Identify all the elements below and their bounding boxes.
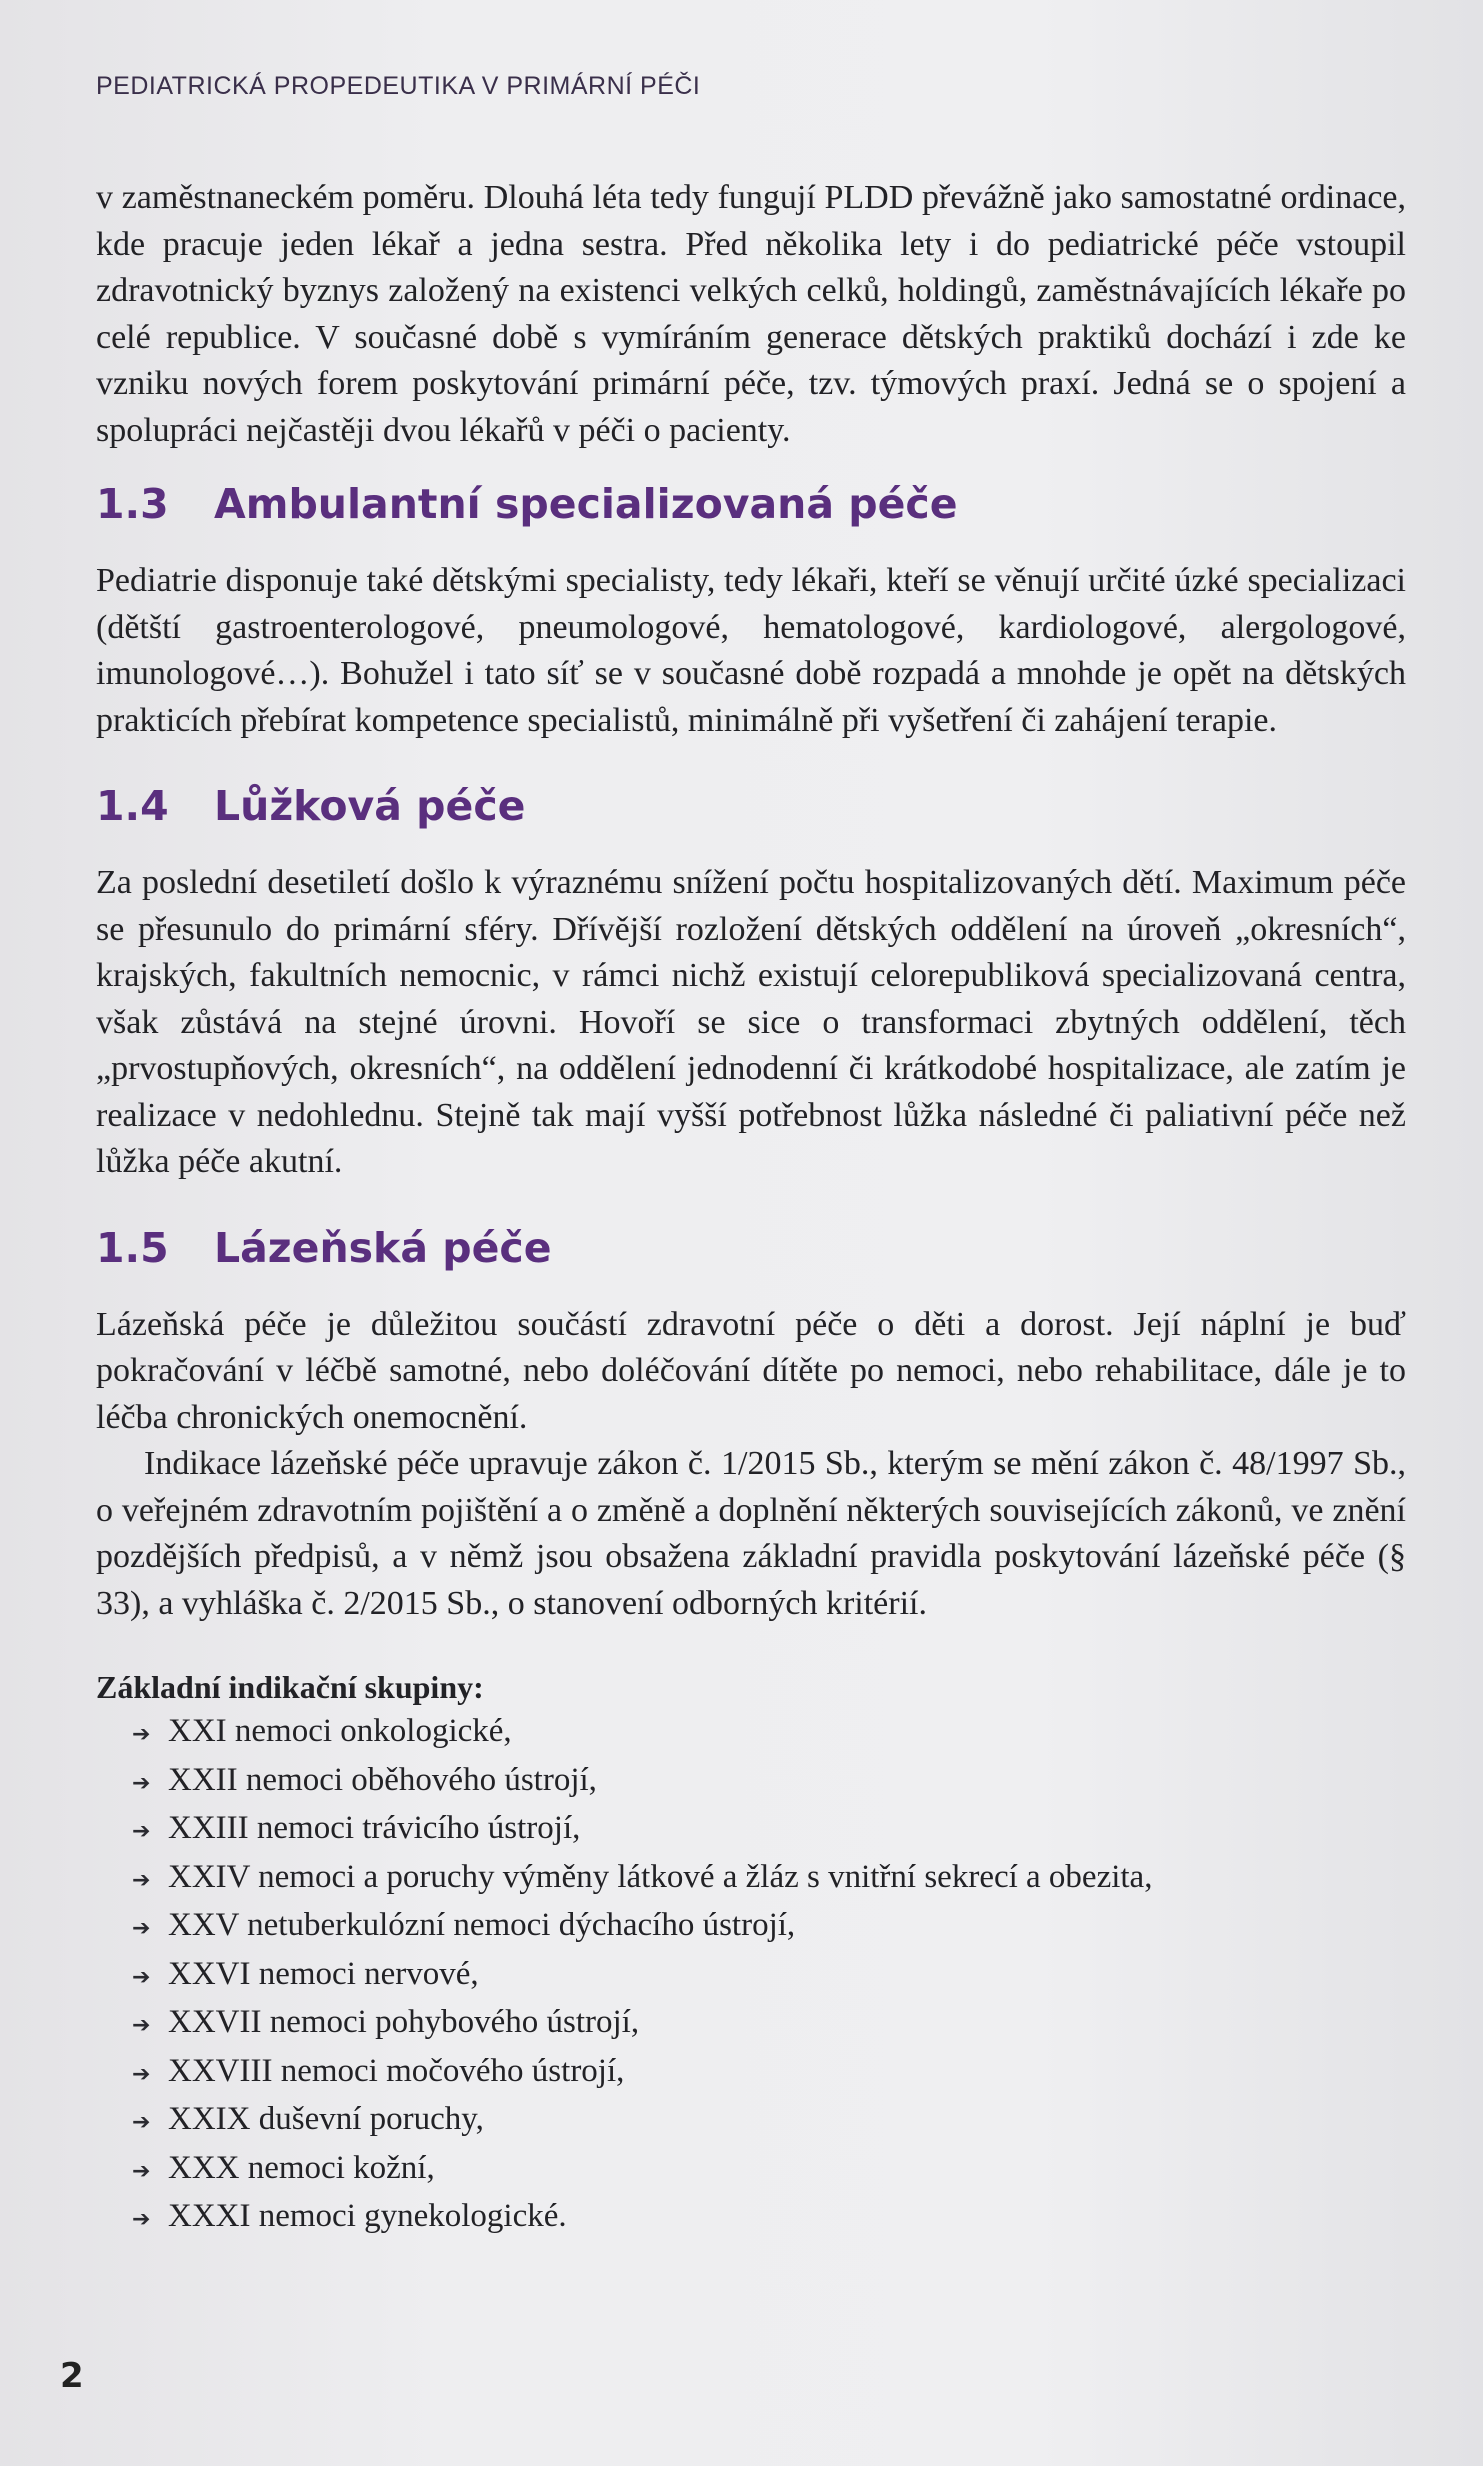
list-item: ➔ XXIII nemoci trávicího ústrojí, [132,1806,1406,1855]
arrow-bullet-icon: ➔ [132,1916,151,1941]
section-heading-1-5 [96,1224,1406,1272]
section-1-5-paragraph-2: Indikace lázeňské péče upravuje zákon č. 1/2015 Sb., kterým se mění zákon č. 48/1997 Sb., o veřejném zdravotním pojištění a o změně a doplnění některých souvisejících zákonů, ve znění pozdějších předpisů, a v němž jsou obsažena základní pravidla poskytování lázeňské péče (§ 33), a vyhláška č. 2/2015 Sb., o stanovení odborných kritérií. [96,1445,1406,1622]
section-number: 1.4 [96,782,169,830]
section-number: 1.5 [96,1223,169,1272]
section-1-3-paragraph: Pediatrie disponuje také dětskými specialisty, tedy lékaři, kteří se věnují určité úzké specializaci (dětští gastroenterologové, pneumologové, hematologové, kardiologové, alergologové, imunologové…). Bohužel i tato síť se v současné době rozpadá a mnohde je opět na dětských prakticích přebírat kompetence specialistů, minimálně při vyšetření či zahájení terapie. [96,562,1406,739]
list-item: ➔ XXIV nemoci a poruchy výměny látkové a žláz s vnitřní sekrecí a obezita, [132,1855,1406,1904]
list-item: ➔ XXI nemoci onkologické, [132,1709,1406,1758]
arrow-bullet-icon: ➔ [132,1770,151,1796]
arrow-bullet-icon: ➔ [132,1964,151,1990]
intro-paragraph: v zaměstnaneckém poměru. Dlouhá léta tedy fungují PLDD převážně jako samostatné ordinace, kde pracuje jeden lékař a jedna sestra. Před několika lety i do pediatrické péče vstoupil zdravotnický byznys založený na existenci velkých celků, holdingů, zaměstnávajících lékaře po celé republice. V současné době s vymíráním generace dětských praktiků dochází i zde ke vzniku nových forem poskytování primární péče, tzv. týmových praxí. Jedná se o spojení a spolupráci nejčastěji dvou lékařů v péči o pacienty. [96,179,1406,449]
section-number: 1.3 [96,480,169,528]
list-item: ➔ XXII nemoci oběhového ústrojí, [132,1758,1406,1807]
section-heading-1-3 [96,480,1406,528]
list-item: ➔ XXV netuberkulózní nemoci dýchacího ústrojí, [132,1903,1406,1952]
list-item: ➔ XXVII nemoci pohybového ústrojí, [132,2000,1406,2049]
page-number: 2 [60,2356,84,2396]
list-item: ➔ XXVIII nemoci močového ústrojí, [132,2049,1406,2098]
list-item: ➔ XXXI nemoci gynekologické. [132,2194,1406,2243]
list-item: ➔ XXVI nemoci nervové, [132,1952,1406,2001]
arrow-bullet-icon: ➔ [132,2207,151,2232]
list-item: ➔ XXX nemoci kožní, [132,2146,1406,2195]
section-heading-1-4 [96,782,1406,830]
arrow-bullet-icon: ➔ [132,1722,151,1747]
list-heading: Základní indikační skupiny: [96,1669,484,1705]
arrow-bullet-icon: ➔ [132,1819,151,1844]
arrow-bullet-icon: ➔ [132,1867,151,1893]
page-content [96,175,1406,2243]
section-1-4-paragraph: Za poslední desetiletí došlo k výraznému snížení počtu hospitalizovaných dětí. Maximum péče se přesunulo do primární sféry. Dřívější rozložení dětských oddělení na úroveň „okresních“, krajských, fakultních nemocnic, v rámci nichž existují celorepubliková specializovaná centra, však zůstává na stejné úrovni. Hovoří se sice o transformaci zbytných oddělení, těch „prvostupňových, okresních“, na oddělení jednodenní či krátkodobé hospitalizace, ale zatím je realizace v nedohlednu. Stejně tak mají vyšší potřebnost lůžka následné či paliativní péče než lůžka péče akutní. [96,864,1406,1180]
section-title: Ambulantní specializovaná péče [214,480,958,528]
running-head: PEDIATRICKÁ PROPEDEUTIKA V PRIMÁRNÍ PÉČI [96,72,701,100]
arrow-bullet-icon: ➔ [132,2061,151,2087]
arrow-bullet-icon: ➔ [132,2110,151,2135]
arrow-bullet-icon: ➔ [132,2158,151,2184]
arrow-bullet-icon: ➔ [132,2013,151,2038]
section-1-5-paragraph-1: Lázeňská péče je důležitou součástí zdravotní péče o děti a dorost. Její náplní je buď pokračování v léčbě samotné, nebo doléčování dítěte po nemoci, nebo rehabilitace, dále je to léčba chronických onemocnění. [96,1305,1406,1436]
list-item: ➔ XXIX duševní poruchy, [132,2097,1406,2146]
section-title: Lázeňská péče [214,1223,552,1272]
section-title: Lůžková péče [214,782,526,830]
indication-groups-list [96,1709,1406,2243]
